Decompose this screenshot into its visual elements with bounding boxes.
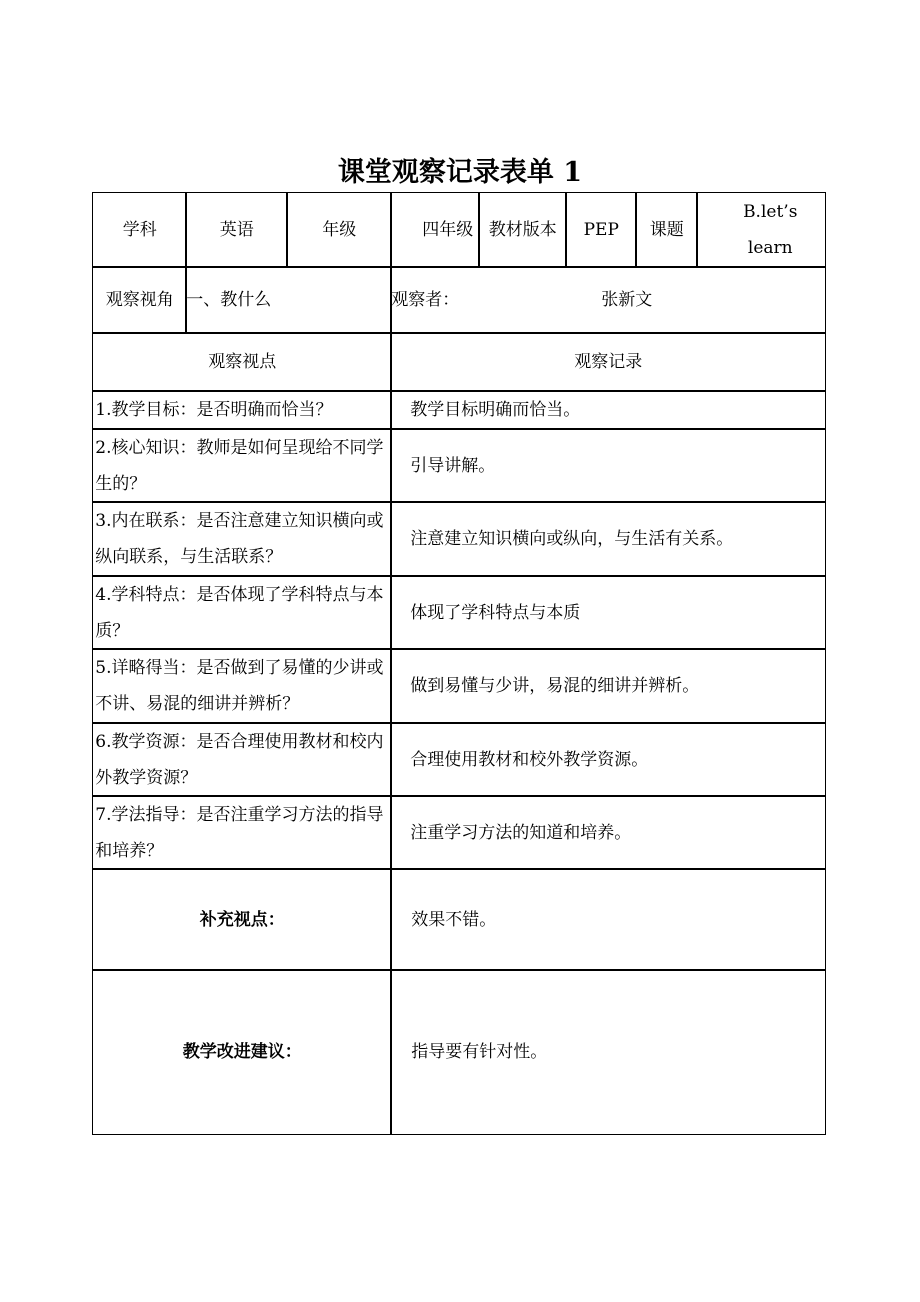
- page-title: 课堂观察记录表单 1: [337, 157, 583, 188]
- topic-label: 课题: [635, 192, 698, 268]
- observation-point: 6.教学资源：是否合理使用教材和校内外教学资源？: [92, 722, 392, 797]
- observation-record: 注意建立知识横向或纵向，与生活有关系。: [390, 501, 826, 577]
- observation-point: 7.学法指导：是否注重学习方法的指导和培养？: [92, 795, 392, 870]
- observation-record: 合理使用教材和校外教学资源。: [390, 722, 826, 797]
- records-header: 观察记录: [390, 332, 826, 392]
- observation-record: 体现了学科特点与本质: [390, 575, 826, 650]
- angle-label: 观察视角: [92, 266, 187, 334]
- subject-label: 学科: [92, 192, 187, 268]
- subject-value: 英语: [185, 192, 288, 268]
- edition-label: 教材版本: [478, 192, 567, 268]
- observation-record: 引导讲解。: [390, 428, 826, 503]
- observation-point: 4.学科特点：是否体现了学科特点与本质？: [92, 575, 392, 650]
- improvement-label: 教学改进建议：: [92, 969, 392, 1135]
- topic-value: B.let’s learn: [696, 192, 826, 268]
- grade-value: 四年级: [390, 192, 480, 268]
- supplement-value: 效果不错。: [390, 868, 826, 971]
- observer-cell: [390, 266, 826, 334]
- observation-record: 做到易懂与少讲，易混的细讲并辨析。: [390, 648, 826, 724]
- angle-value: 一、教什么: [185, 266, 392, 334]
- observation-point: 2.核心知识：教师是如何呈现给不同学生的？: [92, 428, 392, 503]
- observer-label: 观察者：: [391, 290, 460, 311]
- observation-point: 3.内在联系：是否注意建立知识横向或纵向联系，与生活联系？: [92, 501, 392, 577]
- points-header: 观察视点: [92, 332, 392, 392]
- observation-record: 注重学习方法的知道和培养。: [390, 795, 826, 870]
- observer-name: 张新文: [601, 290, 653, 311]
- supplement-label: 补充视点：: [92, 868, 392, 971]
- observation-record: 教学目标明确而恰当。: [390, 390, 826, 430]
- grade-label: 年级: [286, 192, 392, 268]
- observation-point: 5.详略得当：是否做到了易懂的少讲或不讲、易混的细讲并辨析？: [92, 648, 392, 724]
- improvement-value: 指导要有针对性。: [390, 969, 826, 1135]
- observation-point: 1.教学目标：是否明确而恰当？: [92, 390, 392, 430]
- edition-value: PEP: [565, 192, 637, 268]
